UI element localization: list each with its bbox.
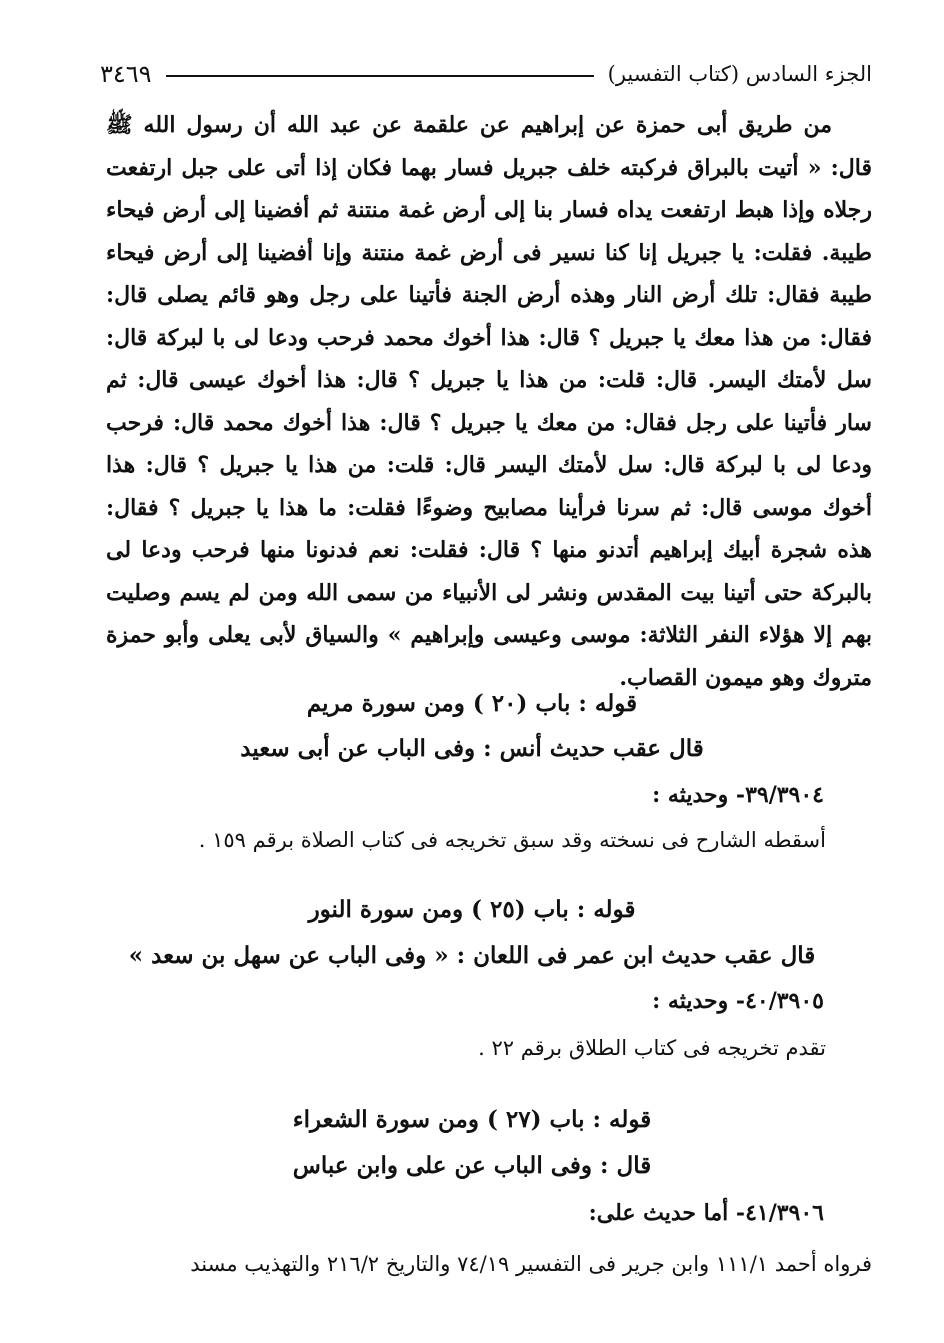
entry-number-3904: ٣٩/٣٩٠٤- وحديثه : — [652, 782, 824, 808]
entry-note-3906: فرواه أحمد ١١١/١ وابن جرير فى التفسير ٧٤/١٩ والتاريخ ٢١٦/٢ والتهذيب مسند — [190, 1252, 872, 1276]
section-subheading-maryam: قال عقب حديث أنس : وفى الباب عن أبى سعيد — [240, 735, 704, 762]
page-number: ٣٤٦٩ — [100, 60, 152, 88]
header-rule — [166, 75, 594, 77]
section-subheading-shuara: قال : وفى الباب عن على وابن عباس — [292, 1152, 652, 1179]
hadith-paragraph — [106, 104, 872, 699]
running-header — [100, 54, 872, 94]
running-title: الجزء السادس (كتاب التفسير) — [607, 62, 872, 86]
section-heading-maryam: قوله : باب (٢٠ ) ومن سورة مريم — [306, 690, 638, 717]
section-heading-shuara: قوله : باب (٢٧ ) ومن سورة الشعراء — [292, 1106, 652, 1133]
entry-number-3905: ٤٠/٣٩٠٥- وحديثه : — [652, 988, 824, 1014]
entry-note-3904: أسقطه الشارح فى نسخته وقد سبق تخريجه فى كتاب الصلاة برقم ١٥٩ . — [198, 828, 826, 852]
entry-number-3906: ٤١/٣٩٠٦- أما حديث على: — [588, 1200, 824, 1226]
section-heading-nur: قوله : باب (٢٥ ) ومن سورة النور — [308, 896, 636, 923]
paragraph-text: من طريق أبى حمزة عن إبراهيم عن علقمة عن عبد الله أن رسول الله ﷺ قال: « أتيت بالبراق فركبته خلف جبريل فسار بهما فكان إذا أتى على جبل ارتفعت رجلاه وإذا هبط ارتفعت يداه فسار بنا إلى أرض غمة منتنة ثم أفضينا إلى أرض فيحاء طيبة. فقلت: يا جبريل إنا كنا نسير فى أرض غمة منتنة وإنا أفضينا إلى أرض فيحاء طيبة فقال: تلك أرض النار وهذه أرض الجنة فأتينا على رجل وهو قائم يصلى قال: فقال: من هذا معك يا جبريل ؟ قال: هذا أخوك محمد فرحب ودعا لى با لبركة قال: سل لأمتك اليسر. قال: قلت: من هذا يا جبريل ؟ قال: هذا أخوك عيسى قال: ثم سار فأتينا على رجل فقال: من معك يا جبريل ؟ قال: هذا أخوك محمد قال: فرحب ودعا لى با لبركة قال: سل لأمتك اليسر قال: قلت: من هذا يا جبريل ؟ قال: هذا أخوك موسى قال: ثم سرنا فرأينا مصابيح وضوءًا فقلت: ما هذا يا جبريل ؟ فقال: هذه شجرة أبيك إبراهيم أتدنو منها ؟ قال: فقلت: نعم فدنونا منها فرحب ودعا لى بالبركة حتى أتينا بيت المقدس ونشر لى الأنبياء من سمى الله ومن لم يسم وصليت بهم إلا هؤلاء النفر الثلاثة: موسى وعيسى وإبراهيم » والسياق لأبى يعلى وأبو حمزة متروك وهو ميمون القصاب. — [106, 112, 872, 691]
section-subheading-nur: قال عقب حديث ابن عمر فى اللعان : « وفى الباب عن سهل بن سعد » — [128, 942, 816, 969]
entry-note-3905: تقدم تخريجه فى كتاب الطلاق برقم ٢٢ . — [478, 1036, 826, 1060]
